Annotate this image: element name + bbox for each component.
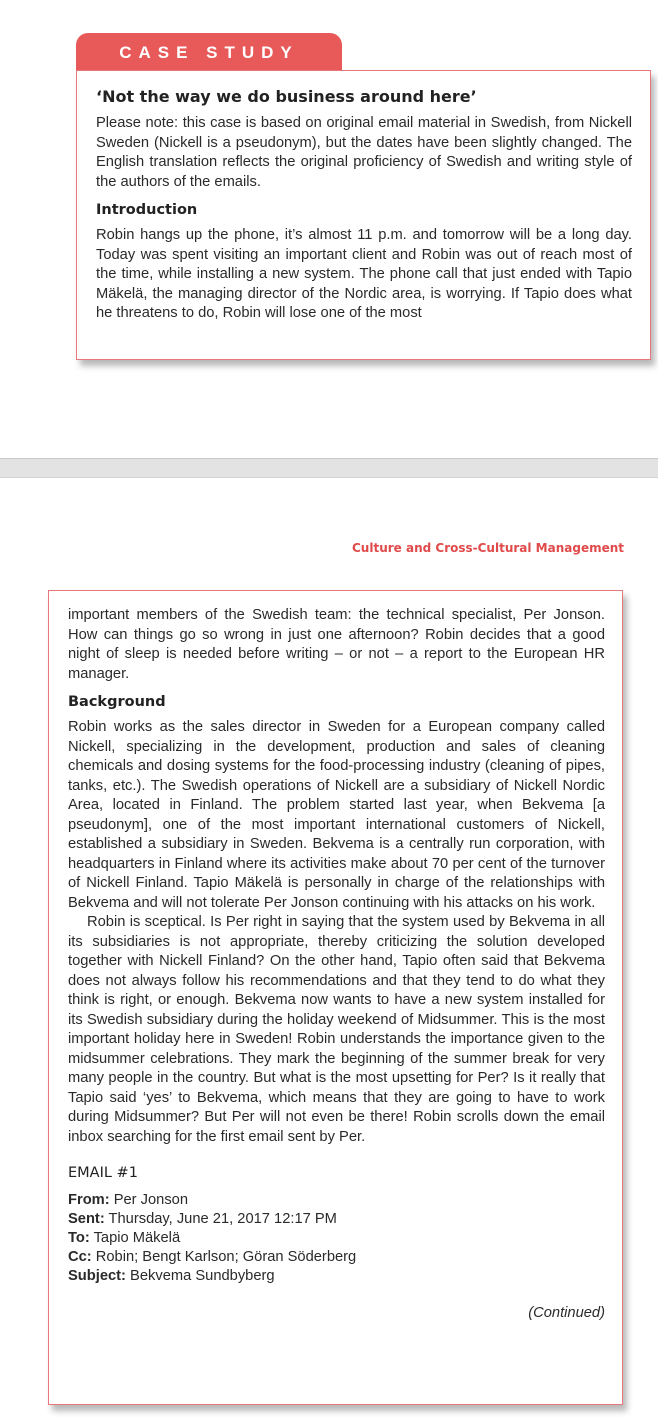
running-head: Culture and Cross-Cultural Management [352,541,624,555]
email-to [68,1229,605,1248]
continuation-paragraph: important members of the Swedish team: the technical specialist, Per Jonson. How can things go so wrong in just one afternoon? Robin decides that a good night of sleep is needed before writing – or not – a report to the European HR manager. [68,607,605,682]
background-paragraph-1: Robin works as the sales director in Sweden for a European company called Nickell, specializing in the development, production and sales of cleaning chemicals and dosing systems for the food-processing industry (cleaning of pipes, tanks, etc.). The Swedish operations of Nickell are a subsidiary of Nickell Nordic Area, located in Finland. The problem started last year, when Bekvema [a pseudonym], one of the most important international customers of Nickell, established a subsidiary in Sweden. Bekvema is a centrally run corporation, with headquarters in Finland where its activities make about 70 per cent of the turnover of Nickell Finland. Tapio Mäkelä is personally in charge of the relationships with Bekvema and will not tolerate Per Jonson continuing with his attacks on his work. [68,719,605,911]
email-subject-label: Subject: [68,1268,126,1284]
case-study-box [76,70,651,360]
email-to-label: To: [68,1230,90,1246]
email-cc-value: Robin; Bengt Karlson; Göran Söderberg [95,1249,357,1265]
email-cc [68,1248,605,1267]
email-from [68,1191,605,1210]
introduction-heading: Introduction [96,202,198,218]
background-heading: Background [68,694,166,710]
background-paragraph-2: Robin is sceptical. Is Per right in saying that the system used by Bekvema in all its subsidiaries is not appropriate, thereby criticizing the solution developed together with Nickell Finland? On the other hand, Tapio often said that Bekvema does not always follow his recommendations and that they tend to do what they think is right, or enough. Bekvema now wants to have a new system installed for its Swedish subsidiary during the holiday weekend of Midsummer. This is the most important holiday here in Sweden! Robin understands the importance given to the midsummer celebrations. They mark the beginning of the summer break for very many people in the country. But what is the most upsetting for Per? Is it really that Tapio said ‘yes’ to Bekvema, which means that they are going to have to work during Midsummer? But Per will not even be there! Robin scrolls down the email inbox searching for the first email sent by Per. [68,914,605,1145]
email-heading: EMAIL #1 [68,1165,138,1181]
case-study-continued-box [48,590,623,1405]
introduction-paragraph: Robin hangs up the phone, it’s almost 11 p.m. and tomorrow will be a long day. Today was spent visiting an important client and Robin was out of reach most of the time, while installing a new system. The phone call that just ended with Tapio Mäkelä, the managing director of the Nordic area, is worrying. If Tapio does what he threatens to do, Robin will lose one of the most [96,227,632,321]
email-subject [68,1267,605,1286]
email-sent [68,1210,605,1229]
continued-note: (Continued) [528,1305,605,1321]
email-from-value: Per Jonson [113,1192,189,1208]
case-title: ‘Not the way we do business around here’ [96,87,477,106]
email-to-value: Tapio Mäkelä [93,1230,181,1246]
case-note: Please note: this case is based on original email material in Swedish, from Nickell Sweden (Nickell is a pseudonym), but the dates have been slightly changed. The English translation reflects the original proficiency of Swedish and writing style of the authors of the emails. [96,115,632,190]
email-sent-value: Thursday, June 21, 2017 12:17 PM [108,1211,337,1227]
email-from-label: From: [68,1192,110,1208]
case-study-tab: CASE STUDY [76,33,342,72]
email-cc-label: Cc: [68,1249,92,1265]
email-subject-value: Bekvema Sundbyberg [130,1268,275,1284]
email-sent-label: Sent: [68,1211,105,1227]
page-separator [0,458,658,478]
